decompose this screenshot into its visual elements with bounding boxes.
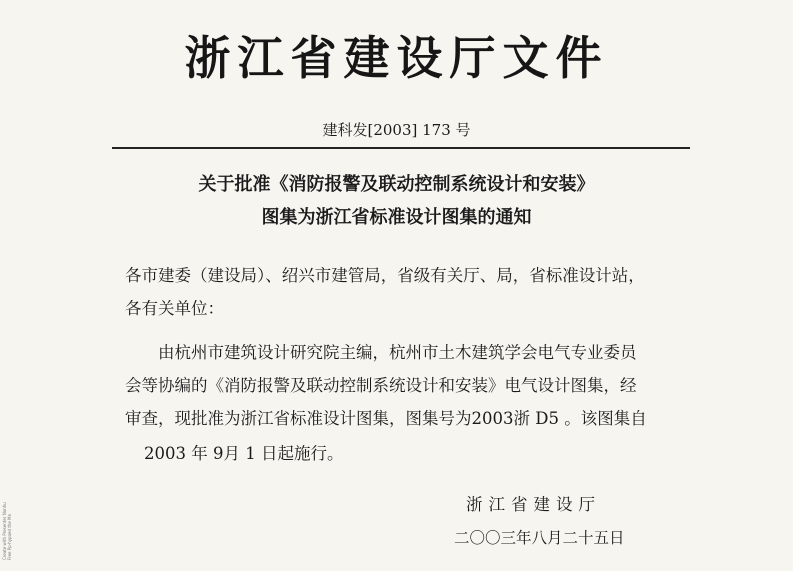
issuer-name: 浙江省建设厅 <box>466 495 601 514</box>
document-header-title: 浙江省建设厅文件 <box>184 31 609 85</box>
body-line-3: 由杭州市建筑设计研究院主编，杭州市土木建筑学会电气专业委员 <box>158 343 637 362</box>
body-line-5: 审查，现批准为浙江省标准设计图集，图集号为2003浙 D5 。该图集自 <box>125 409 647 428</box>
body-line-6: 2003 年 9月 1 日起施行。 <box>144 444 344 463</box>
body-line-1: 各市建委（建设局）、绍兴市建管局，省级有关厅、局，省标准设计站， <box>125 266 645 285</box>
subject-line-1: 关于批准《消防报警及联动控制系统设计和安装》 <box>198 174 595 195</box>
document-number: 建科发[2003] 173 号 <box>322 121 471 139</box>
margin-stamp: Create with Presenter Nonhu Free Pp-hypoed the Mn <box>2 502 12 560</box>
subject-line-2: 图集为浙江省标准设计图集的通知 <box>261 207 532 228</box>
issue-date: 二〇〇三年八月二十五日 <box>454 529 625 547</box>
body-line-4: 会等协编的《消防报警及联动控制系统设计和安装》电气设计图集，经 <box>125 376 637 395</box>
body-line-2: 各有关单位： <box>125 299 224 318</box>
header-divider <box>112 147 690 149</box>
